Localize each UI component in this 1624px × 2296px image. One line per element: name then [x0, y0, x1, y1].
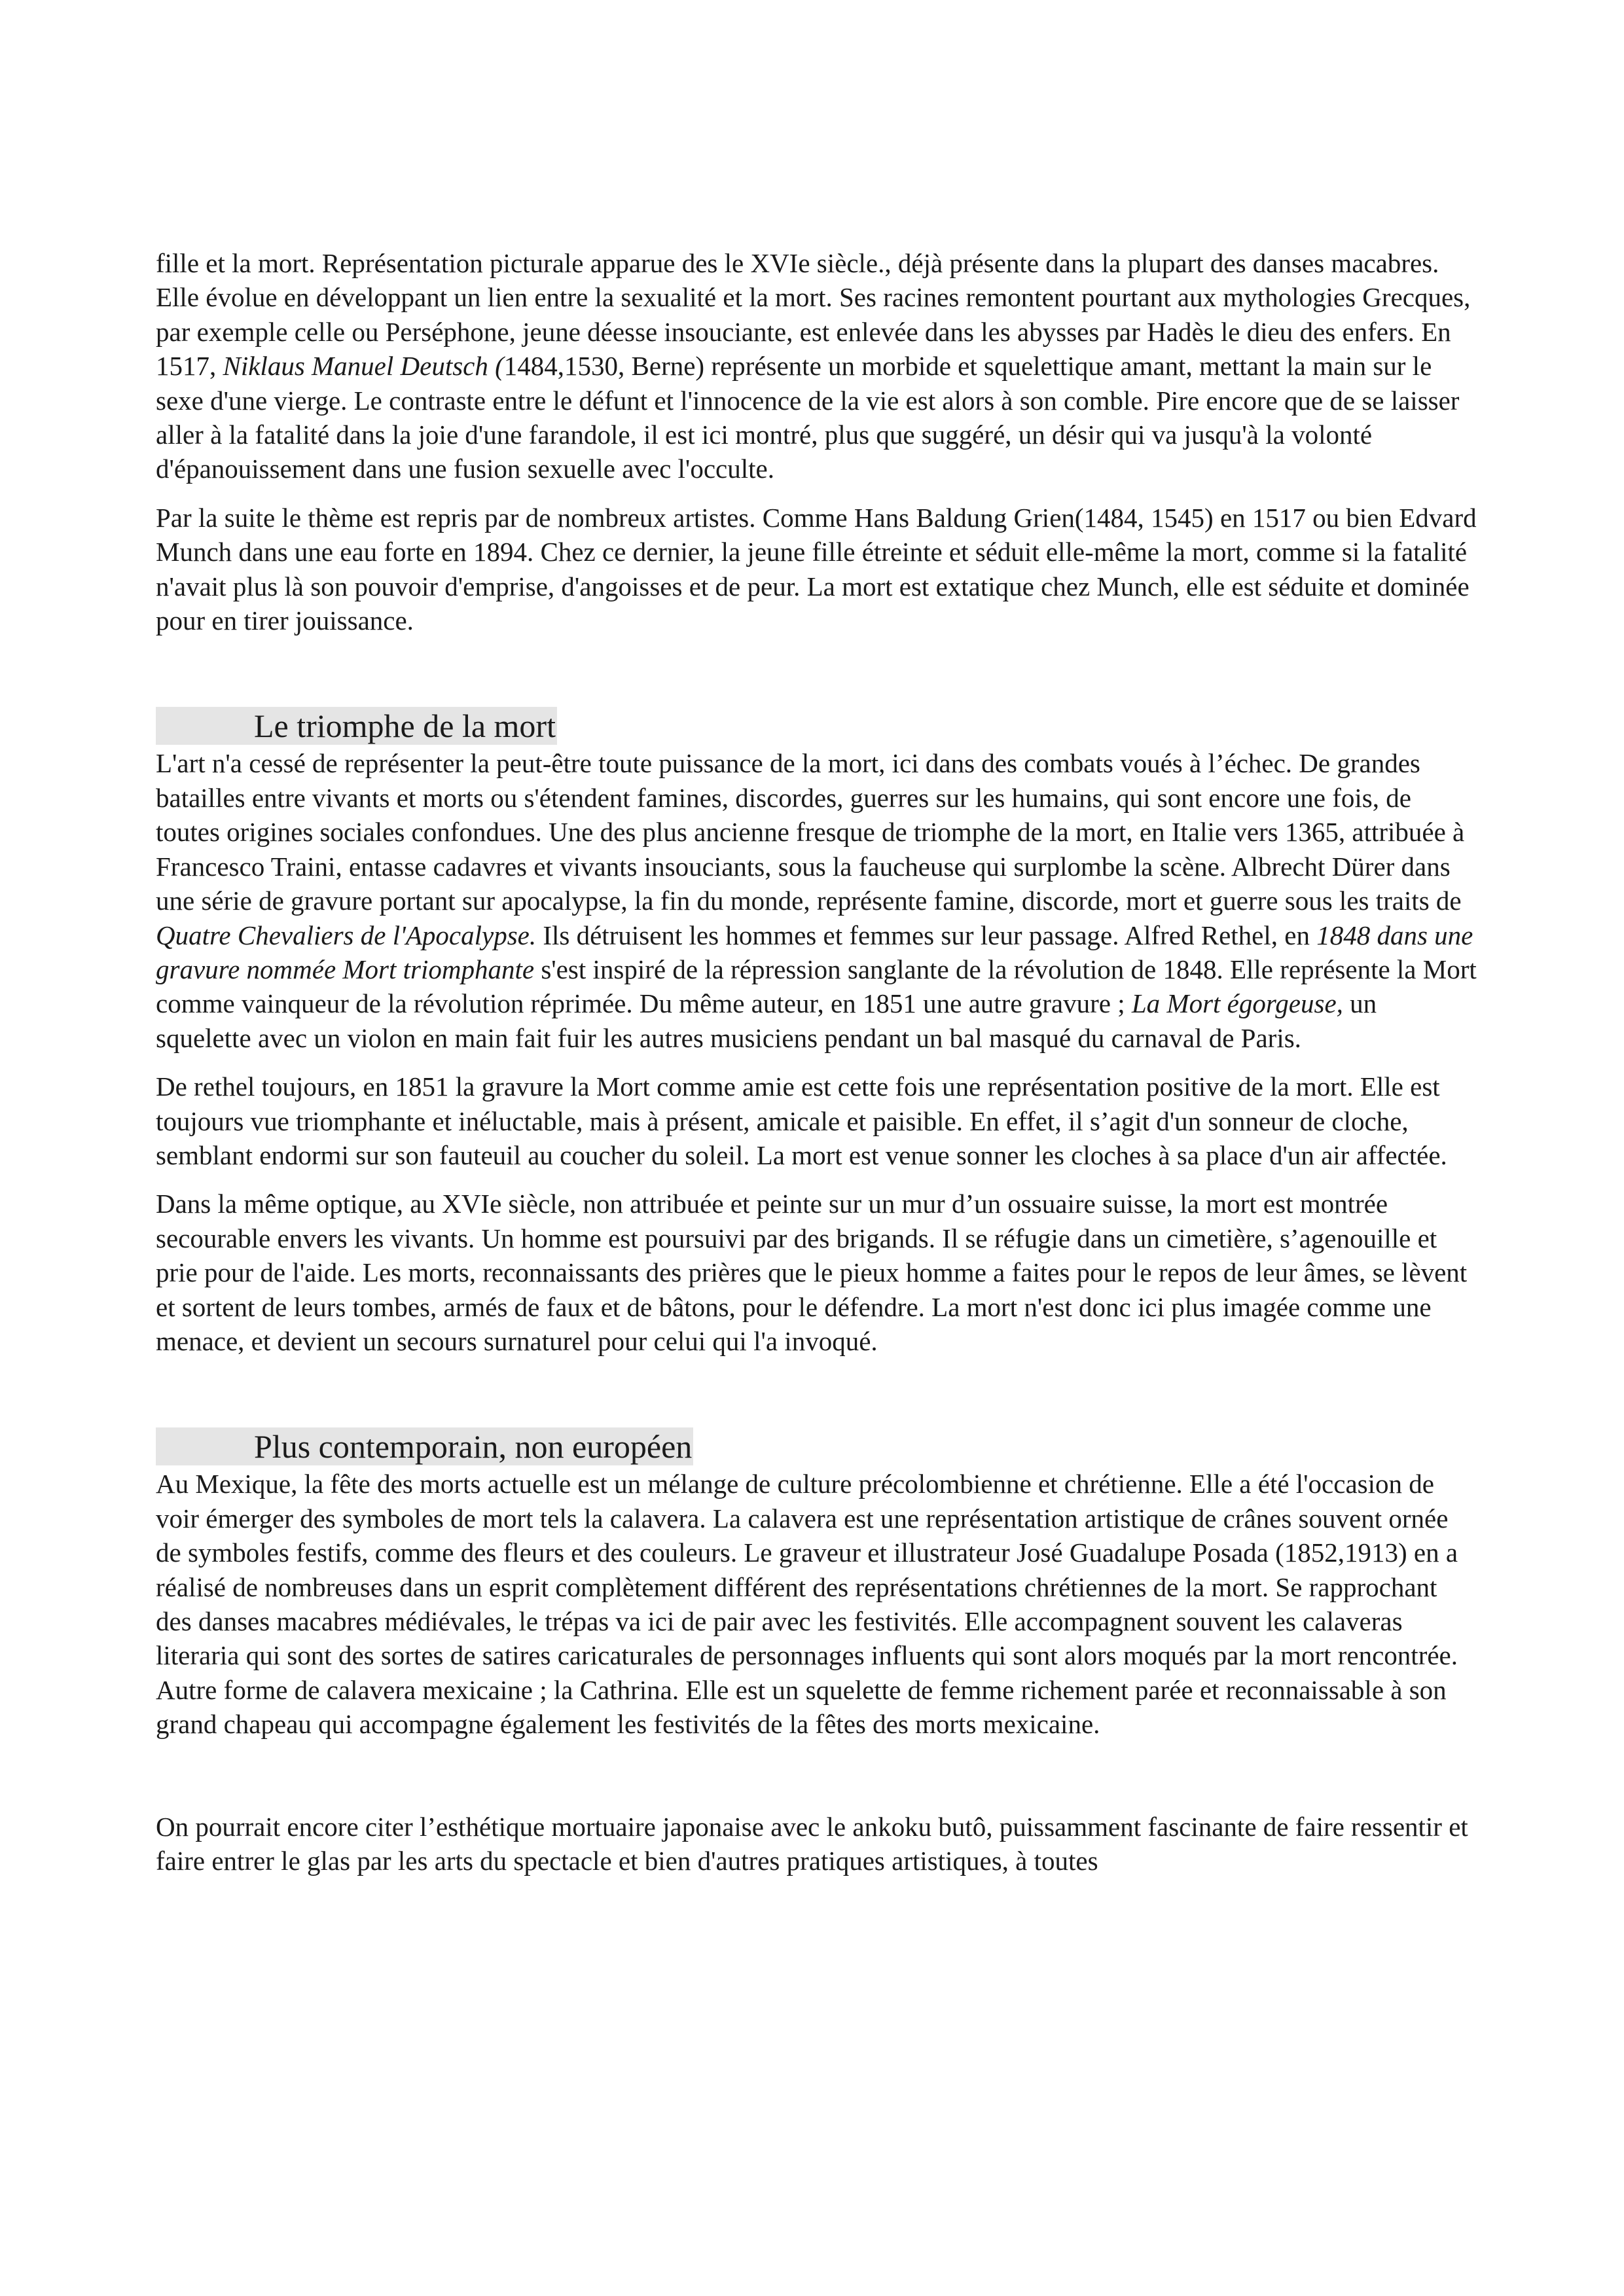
text-run: De rethel toujours, en 1851 la gravure la Mort comme amie est cette fois une représentation positive de la mort. Elle est toujours vue triomphante et inéluctable, mais à présent, amicale et paisible. En effet, il s’agit d'un sonneur de cloche, semblant endormi sur son fauteuil au coucher du soleil. La mort est venue sonner les cloches à sa place d'un air affectée.: [156, 1071, 1447, 1170]
text-run-italic: Niklaus Manuel Deutsch (: [223, 351, 504, 382]
paragraph-intro: [156, 246, 1478, 486]
text-run: Ils détruisent les hommes et femmes sur leur passage. Alfred Rethel, en: [536, 920, 1317, 950]
text-run: un squelette avec un violon en main fait fuir les autres musiciens pendant un bal masqué du carnaval de Paris.: [156, 988, 1377, 1053]
text-run: Au Mexique, la fête des morts actuelle est un mélange de culture précolombienne et chrétienne. Elle a été l'occasion de voir émerger des symboles de mort tels la calavera. La calavera est une représentation artistique de crânes souvent ornée de symboles festifs, comme des fleurs et des couleurs. Le graveur et illustrateur José Guadalupe Posada (1852,1913) en a réalisé de nombreuses dans un esprit complètement différent des représentations chrétiennes de la mort. Se rapprochant des danses macabres médiévales, le trépas va ici de pair avec les festivités. Elle accompagnent souvent les calaveras literaria qui sont des sortes de satires caricaturales de personnages influents qui sont alors moqués par la mort rencontrée. Autre forme de calavera mexicaine ; la Cathrina. Elle est un squelette de femme richement parée et reconnaissable à son grand chapeau qui accompagne également les festivités de la fêtes des morts mexicaine.: [156, 1469, 1458, 1740]
text-run: On pourrait encore citer l’esthétique mortuaire japonaise avec le ankoku butô, puissamment fascinante de faire ressentir et faire entrer le glas par les arts du spectacle et bien d'autres pratiques artistiques, à toutes: [156, 1811, 1468, 1876]
section-heading-contemporain: Plus contemporain, non européen: [156, 1427, 693, 1465]
section-heading-wrap: [156, 1427, 1478, 1467]
text-run: fille et la mort. Représentation picturale apparue des le XVIe siècle., déjà présente dans la plupart des danses macabres. Elle évolue en développant un lien entre la sexualité et la mort. Ses racines remontent pourtant aux mythologies Grecques, par exemple celle ou Perséphone, jeune déesse insouciante, est enlevée dans les abysses par Hadès le dieu des enfers. En 1517,: [156, 248, 1471, 382]
paragraph-spacer: [156, 1756, 1478, 1810]
text-run-italic: 1848 dans une gravure nommée Mort triomphante: [156, 920, 1473, 984]
paragraph-triomphe-2: [156, 1069, 1478, 1172]
text-run-italic: La Mort égorgeuse,: [1131, 988, 1343, 1019]
paragraph-triomphe-3: [156, 1187, 1478, 1358]
paragraph-triomphe-1: [156, 746, 1478, 1055]
paragraph-munch: [156, 501, 1478, 638]
text-run-italic: Quatre Chevaliers de l'Apocalypse.: [156, 920, 537, 950]
section-heading-triomphe: Le triomphe de la mort: [156, 707, 557, 745]
text-run: Par la suite le thème est repris par de nombreux artistes. Comme Hans Baldung Grien(1484, 1545) en 1517 ou bien Edvard Munch dans une eau forte en 1894. Chez ce dernier, la jeune fille étreinte et séduit elle-même la mort, comme si la fatalité n'avait plus là son pouvoir d'emprise, d'angoisses et de peur. La mort est extatique chez Munch, elle est séduite et dominée pour en tirer jouissance.: [156, 502, 1477, 636]
paragraph-mexique: [156, 1467, 1478, 1741]
section-heading-wrap: [156, 707, 1478, 746]
document-body: [156, 246, 1478, 1892]
text-run: 1484,1530, Berne) représente un morbide et squelettique amant, mettant la main sur le sexe d'une vierge. Le contraste entre le défunt et l'innocence de la vie est alors à son comble. Pire encore que de se laisser aller à la fatalité dans la joie d'une farandole, il est ici montré, plus que suggéré, un désir qui va jusqu'à la volonté d'épanouissement dans une fusion sexuelle avec l'occulte.: [156, 351, 1460, 484]
paragraph-japon: [156, 1810, 1478, 1878]
text-run: L'art n'a cessé de représenter la peut-être toute puissance de la mort, ici dans des combats voués à l’échec. De grandes batailles entre vivants et morts ou s'étendent famines, discordes, guerres sur les humains, qui sont encore une fois, de toutes origines sociales confondues. Une des plus ancienne fresque de triomphe de la mort, en Italie vers 1365, attribuée à Francesco Traini, entasse cadavres et vivants insouciants, sous la faucheuse qui surplombe la scène. Albrecht Dürer dans une série de gravure portant sur apocalypse, la fin du monde, représente famine, discorde, mort et guerre sous les traits de: [156, 748, 1465, 916]
text-run: s'est inspiré de la répression sanglante de la révolution de 1848. Elle représente la Mort comme vainqueur de la révolution réprimée. Du même auteur, en 1851 une autre gravure ;: [156, 954, 1477, 1019]
text-run: Dans la même optique, au XVIe siècle, non attribuée et peinte sur un mur d’un ossuaire suisse, la mort est montrée secourable envers les vivants. Un homme est poursuivi par des brigands. Il se réfugie dans un cimetière, s’agenouille et prie pour de l'aide. Les morts, reconnaissants des prières que le pieux homme a faites pour le repos de leur âmes, se lèvent et sortent de leurs tombes, armés de faux et de bâtons, pour le défendre. La mort n'est donc ici plus imagée comme une menace, et devient un secours surnaturel pour celui qui l'a invoqué.: [156, 1189, 1468, 1356]
